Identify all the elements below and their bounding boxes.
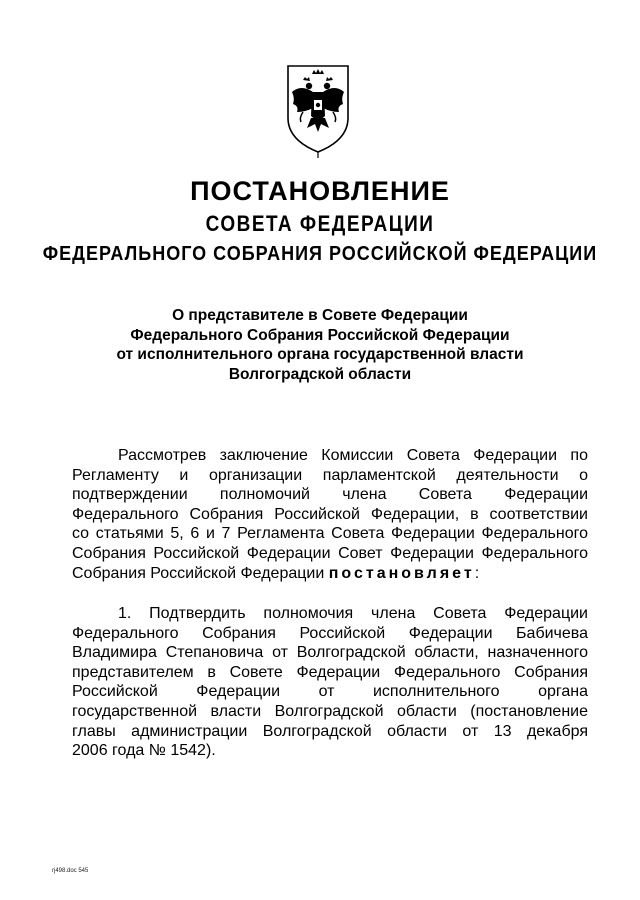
document-subject	[60, 306, 580, 384]
paragraph-line: 1. Подтвердить полномочия члена Совета Федерации	[118, 605, 588, 622]
paragraph-line: Рассмотрев заключение Комиссии Совета Федерации по	[118, 447, 588, 464]
paragraph-line: Федерального Собрания Российской Федерации, в соответствии	[72, 505, 588, 523]
decree-word: постановляет	[328, 564, 475, 582]
paragraph-line: представителем в Совете Федерации Федерального Собрания	[72, 663, 588, 681]
preamble-paragraph	[72, 446, 588, 583]
paragraph-line: Собрания Российской Федерации Совет Федерации Федерального	[72, 544, 588, 562]
paragraph-line: главы администрации Волгоградской области от 13 декабря	[72, 722, 588, 740]
paragraph-last-line	[72, 564, 588, 584]
paragraph-line: 2006 года № 1542).	[72, 742, 216, 760]
subject-line: О представителе в Совете Федерации	[172, 307, 468, 324]
paragraph-line: государственной власти Волгоградской области (постановление	[72, 702, 588, 720]
decree-colon: :	[474, 564, 480, 582]
issuer-line-1: СОВЕТА ФЕДЕРАЦИИ	[205, 212, 435, 237]
file-reference: rj498.doc 545	[52, 868, 89, 874]
document-title: ПОСТАНОВЛЕНИЕ	[190, 176, 450, 206]
subject-line: Волгоградской области	[228, 365, 412, 383]
last-line-prefix: Собрания Российской Федерации	[72, 564, 325, 582]
decision-item-1	[72, 604, 588, 761]
paragraph-line: со статьями 5, 6 и 7 Регламента Совета Федерации Федерального	[72, 525, 588, 543]
paragraph-line: подтверждении полномочий члена Совета Федерации	[72, 486, 588, 504]
paragraph-line: Российской Федерации от исполнительного органа	[72, 683, 588, 701]
subject-line: от исполнительного органа государственной власти	[116, 346, 524, 363]
paragraph-line: Федерального Собрания Российской Федерации Бабичева	[72, 624, 588, 642]
subject-line: Федерального Собрания Российской Федерации	[130, 326, 510, 344]
paragraph-line: Владимира Степановича от Волгоградской области, назначенного	[72, 644, 588, 662]
issuer-line-2: ФЕДЕРАЛЬНОГО СОБРАНИЯ РОССИЙСКОЙ ФЕДЕРАЦИИ	[42, 241, 598, 265]
paragraph-line: Регламенту и организации парламентской деятельности о	[72, 466, 588, 484]
coat-of-arms-emblem-icon	[283, 62, 353, 158]
